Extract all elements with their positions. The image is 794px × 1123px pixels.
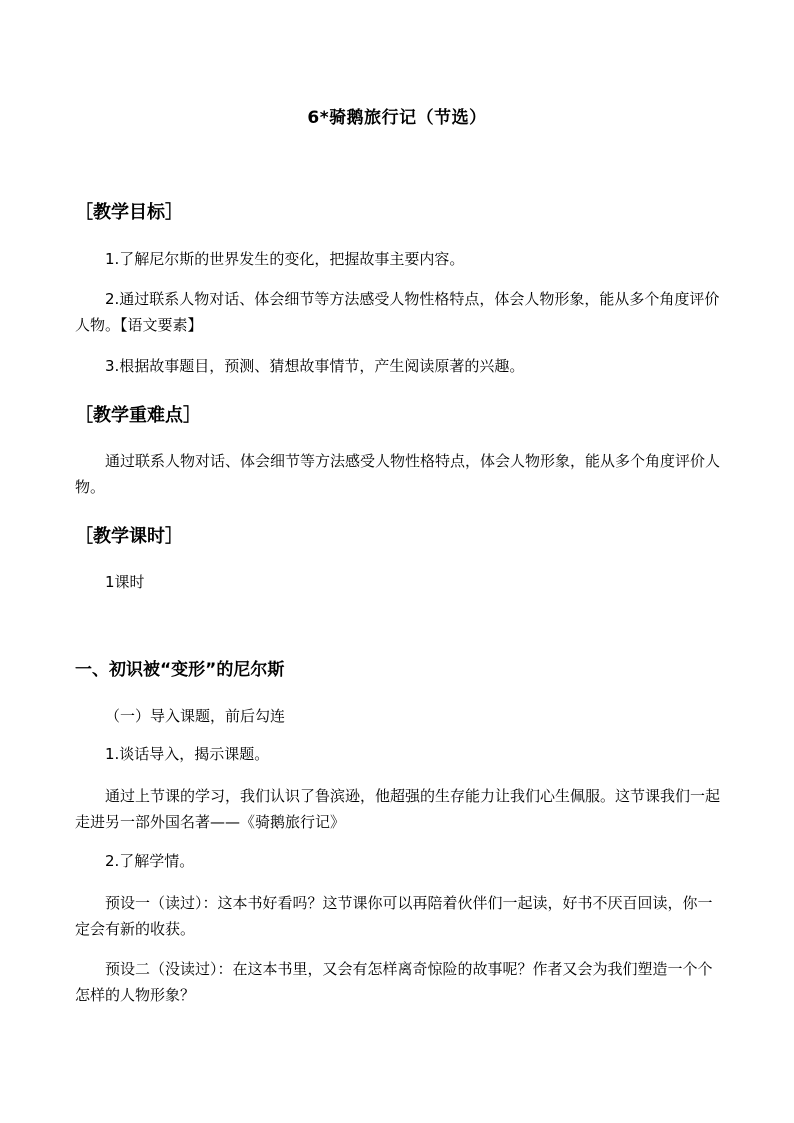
goal-item-3: 3.根据故事题目，预测、猜想故事情节，产生阅读原著的兴趣。 (105, 357, 525, 375)
preset-1-text: 预设一（读过）：这本书好看吗？这节课你可以再陪着伙伴们一起读，好书不厌百回读，你一定会有新的收获。 (75, 894, 713, 938)
section-heading-hours: ［教学课时］ (75, 526, 183, 547)
step-1-label: 1.谈话导入，揭示课题。 (105, 745, 270, 763)
hours-text: 1课时 (105, 573, 145, 591)
step-2-label: 2.了解学情。 (105, 852, 195, 870)
preset-2-text: 预设二（没读过）：在这本书里，又会有怎样离奇惊险的故事呢？作者又会为我们塑造一个个怎样的人物形象？ (75, 960, 713, 1004)
document-title: 6*骑鹅旅行记（节选） (307, 108, 487, 128)
part-one-heading: 一、初识被“变形”的尼尔斯 (75, 660, 285, 680)
part-one-subheading: （一）导入课题，前后勾连 (105, 707, 286, 725)
section-heading-keypoints: ［教学重难点］ (75, 405, 201, 426)
step-1-text: 通过上节课的学习，我们认识了鲁滨逊，他超强的生存能力让我们心生佩服。这节课我们一起走进另一部外国名著——《骑鹅旅行记》 (75, 787, 721, 831)
goal-item-1: 1.了解尼尔斯的世界发生的变化，把握故事主要内容。 (105, 250, 465, 268)
section-heading-goals: ［教学目标］ (75, 202, 183, 223)
goal-item-2: 2.通过联系人物对话、体会细节等方法感受人物性格特点，体会人物形象，能从多个角度评价人物。【语文要素】 (75, 290, 720, 334)
keypoints-text: 通过联系人物对话、体会细节等方法感受人物性格特点，体会人物形象，能从多个角度评价人物。 (75, 452, 721, 496)
